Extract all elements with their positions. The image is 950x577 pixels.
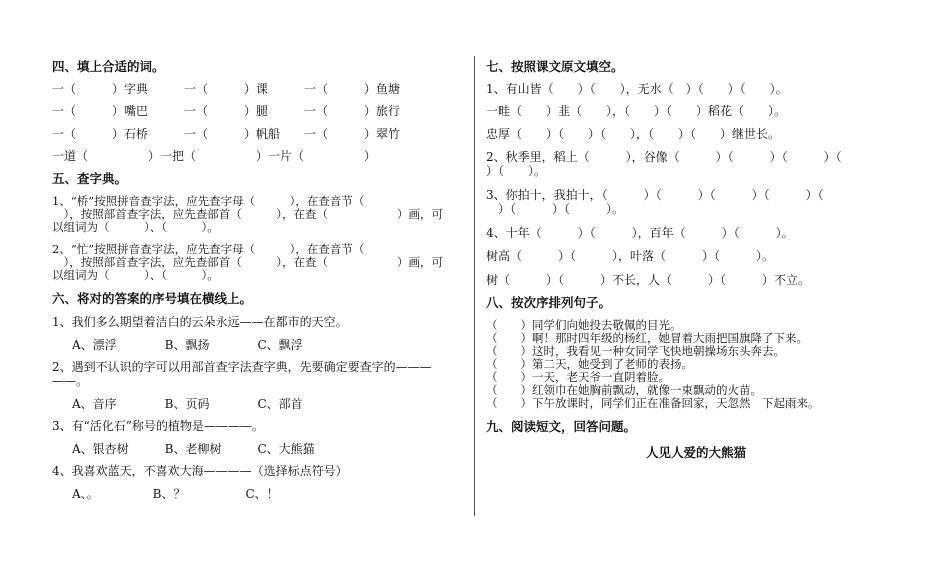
- s5-line: 以组词为（ ）、（ ）。: [52, 220, 219, 234]
- s6-options: A、漂浮 B、飘扬 C、飘浮: [72, 338, 303, 352]
- section-7-heading: 七、按照课文原文填空。: [486, 59, 624, 74]
- s6-question: 4、我喜欢蓝天，不喜欢大海————（选择标点符号）: [52, 464, 348, 478]
- s7-line: 2、秋季里，稻上（ ），谷像（ ）（ ）（ ）（: [486, 150, 842, 164]
- s6-options: A、。 B、？ C、！: [72, 487, 279, 501]
- s5-line: ），按照部首查字法，应先查部首（ ），在查（ ）画，可: [52, 255, 443, 269]
- s4-line: 一（ ）嘴巴 一（ ）腿 一（ ）旅行: [52, 104, 401, 118]
- section-4-heading: 四、填上合适的词。: [52, 59, 165, 74]
- s6-options: A、银杏树 B、老柳树 C、大熊猫: [72, 442, 315, 456]
- s7-line: 树高（ ）（ ），叶落（ ）（ ）。: [486, 249, 775, 263]
- s8-sentence: （ ）下午放课时，同学们正在准备回家，天忽然 下起雨来。: [486, 396, 820, 410]
- s7-line: 4、十年（ ）（ ），百年（ ）（ ）。: [486, 226, 794, 240]
- s6-question-cont: ——。: [52, 374, 89, 388]
- column-divider: [474, 56, 475, 516]
- s5-line: 1、“桥”按照拼音查字法，应先查字母（ ），在查音节（: [52, 194, 365, 208]
- s7-line: ）（ ）。: [486, 164, 547, 178]
- s5-line: 2、“忙”按照拼音查字法，应先查字母（ ），在查音节（: [52, 242, 365, 256]
- s4-line: 一道（ ）一把（ ）一片（ ）: [52, 149, 377, 163]
- s8-sentence: （ ）第二天，她受到了老师的表扬。: [486, 357, 693, 371]
- passage-title: 人见人爱的大熊猫: [645, 445, 746, 460]
- s7-line: 一畦（ ）韭（ ），（ ）（ ）稻花（ ）。: [486, 104, 787, 118]
- s7-line: ）（ ）（ ）。: [486, 202, 625, 216]
- s6-question: 3、有“活化石”称号的植物是————。: [52, 419, 264, 433]
- s7-line: 1、有山皆（ ）（ ），无水（ ）（ ）（ ）。: [486, 82, 788, 96]
- s8-sentence: （ ）同学们向她投去敬佩的目光。: [486, 318, 682, 332]
- s7-line: 树（ ）（ ）不长，人（ ）（ ）不立。: [486, 273, 811, 287]
- section-6-heading: 六、将对的答案的序号填在横线上。: [52, 291, 253, 306]
- right-column: [486, 0, 906, 577]
- s8-sentence: （ ）这时，我看见一种女同学飞快地朝操场东头奔去。: [486, 344, 785, 358]
- s5-line: ），按照部首查字法，应先查部首（ ），在查（ ）画，可: [52, 207, 443, 221]
- s4-line: 一（ ）石桥 一（ ）帆船 一（ ）翠竹: [52, 127, 401, 141]
- s8-sentence: （ ）红领巾在她胸前飘动，就像一束飘动的火苗。: [486, 383, 762, 397]
- s8-sentence: （ ）一天，老天爷一直阴着脸。: [486, 370, 670, 384]
- s8-sentence: （ ）啊！那时四年级的杨红，她冒着大雨把国旗降了下来。: [486, 331, 808, 345]
- s6-question: 2、遇到不认识的字可以用部首查字法查字典，先要确定要查字的———: [52, 360, 432, 374]
- section-9-heading: 九、阅读短文，回答问题。: [486, 419, 637, 434]
- s7-line: 3、你拍十，我拍十，（ ）（ ）（ ）（ ）（: [486, 188, 824, 202]
- left-column: [52, 0, 460, 577]
- section-5-heading: 五、查字典。: [52, 171, 128, 186]
- s5-line: 以组词为（ ）、（ ）。: [52, 268, 219, 282]
- s4-line: 一（ ）字典 一（ ）课 一（ ）鱼塘: [52, 82, 401, 96]
- s7-line: 忠厚（ ）（ ）（ ），（ ）（ ）继世长。: [486, 127, 781, 141]
- s6-question: 1、我们多么期望着洁白的云朵永远——在都市的天空。: [52, 315, 348, 329]
- section-8-heading: 八、按次序排列句子。: [486, 295, 612, 310]
- s6-options: A、音序 B、页码 C、部首: [72, 397, 303, 411]
